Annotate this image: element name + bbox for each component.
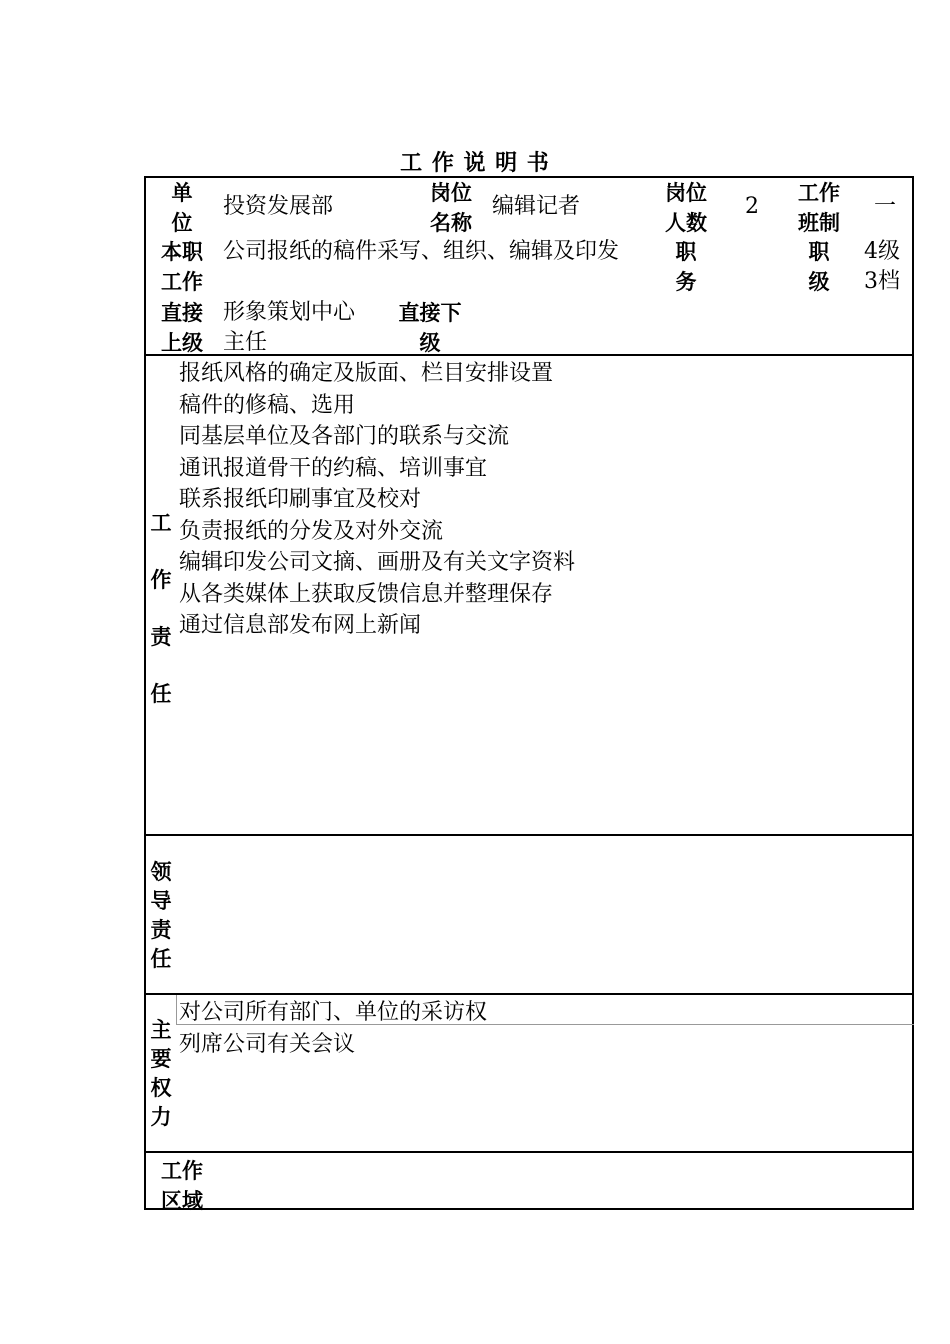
list-item: 列席公司有关会议 [179, 1031, 356, 1057]
subordinate-label [388, 298, 472, 358]
leadership-label-char: 任 [150, 947, 172, 971]
authority-label-char: 权 [150, 1076, 172, 1100]
superior-label-text: 直接上级 [161, 301, 203, 355]
leadership-label [146, 858, 176, 974]
list-item: 报纸风格的确定及版面、栏目安排设置 [179, 361, 554, 386]
list-item: 对公司所有部门、单位的采访权 [179, 1000, 488, 1025]
headcount-label [658, 178, 714, 238]
shift-label [790, 178, 848, 238]
main-work-label [154, 237, 210, 297]
authority-label-char: 力 [150, 1105, 172, 1129]
list-item: 同基层单位及各部门的联系与交流 [179, 424, 510, 449]
grade-label [803, 237, 835, 297]
headcount-value: 2 [745, 194, 759, 219]
responsibilities-list [179, 358, 575, 642]
headcount-label-text: 岗位人数 [665, 181, 707, 235]
unit-value: 投资发展部 [223, 194, 334, 219]
post-name-label [424, 178, 478, 238]
responsibilities-label [146, 495, 176, 723]
responsibilities-label-char: 责 [150, 625, 172, 649]
superior-label [154, 298, 210, 358]
shift-value: 一 [874, 194, 897, 219]
list-item: 从各类媒体上获取反馈信息并整理保存 [179, 581, 554, 607]
list-item: 负责报纸的分发及对外交流 [179, 518, 444, 544]
list-item: 通过信息部发布网上新闻 [179, 613, 422, 638]
authority-list [179, 997, 487, 1060]
divider-responsibilities [144, 834, 914, 836]
leadership-label-char: 领 [150, 860, 172, 884]
responsibilities-label-char: 作 [150, 568, 172, 592]
responsibilities-label-char: 工 [150, 511, 172, 535]
grade-label-text: 职级 [808, 240, 830, 294]
unit-label-text: 单位 [171, 181, 193, 235]
authority-label-char: 主 [150, 1018, 172, 1042]
document-title: 工 作 说 明 书 [400, 151, 550, 176]
divider-authority [144, 1151, 914, 1153]
leadership-label-char: 责 [150, 918, 172, 942]
authority-cell-edge [176, 995, 177, 1025]
work-area-label [154, 1156, 210, 1216]
authority-label [146, 1016, 176, 1132]
grade-value-1: 4级 [864, 239, 900, 264]
duty-label-text: 职务 [675, 240, 697, 294]
work-area-label-line: 区域 [161, 1189, 203, 1213]
post-name-value: 编辑记者 [492, 194, 581, 219]
divider-leadership [144, 993, 914, 995]
post-name-label-text: 岗位名称 [430, 181, 472, 235]
superior-value-1: 形象策划中心 [223, 300, 356, 325]
superior-value-2: 主任 [223, 330, 268, 355]
responsibilities-label-char: 任 [150, 682, 172, 706]
shift-label-text: 工作班制 [798, 181, 840, 235]
main-work-label-text: 本职工作 [161, 240, 203, 294]
main-work-value: 公司报纸的稿件采写、组织、编辑及印发 [223, 239, 620, 264]
unit-label [156, 178, 208, 238]
list-item: 稿件的修稿、选用 [179, 392, 356, 418]
leadership-label-char: 导 [150, 889, 172, 913]
duty-label [670, 237, 702, 297]
authority-label-char: 要 [150, 1047, 172, 1071]
list-item: 编辑印发公司文摘、画册及有关文字资料 [179, 550, 576, 575]
subordinate-label-text: 直接下级 [398, 301, 462, 355]
list-item: 联系报纸印刷事宜及校对 [179, 487, 422, 512]
work-area-label-line: 工作 [161, 1159, 203, 1183]
list-item: 通讯报道骨干的约稿、培训事宜 [179, 455, 488, 481]
grade-value-2: 3档 [864, 269, 900, 294]
